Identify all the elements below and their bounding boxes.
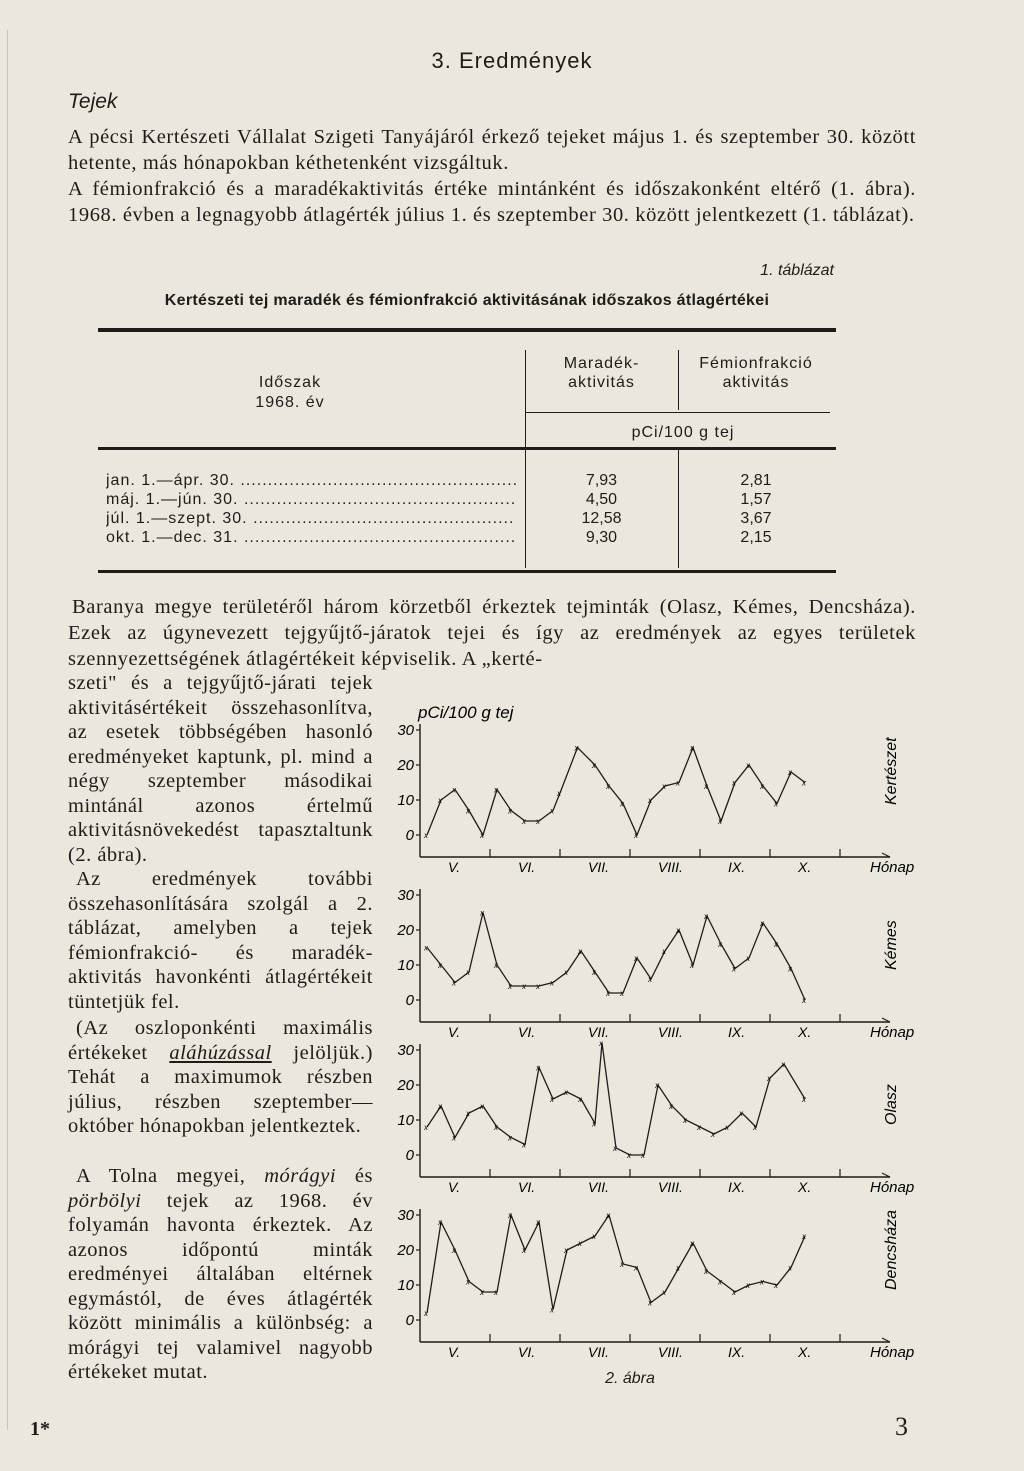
y-tick-label: 0 — [405, 827, 414, 844]
y-tick-label: 30 — [397, 722, 414, 739]
table-row-period: jan. 1.—ápr. 30. ..... — [106, 472, 516, 490]
data-point: x — [802, 1095, 806, 1104]
data-point: x — [508, 1133, 512, 1143]
data-point: x — [564, 1246, 568, 1255]
data-point: x — [704, 782, 708, 791]
data-point: x — [774, 940, 778, 949]
month-label: VI. — [518, 1024, 536, 1040]
data-point: x — [669, 1102, 673, 1111]
panel-2 — [396, 1039, 914, 1196]
x-axis-label: Hónap — [870, 1344, 915, 1361]
month-label: V. — [448, 1344, 461, 1360]
data-point: x — [592, 1232, 596, 1241]
data-point: x — [711, 1130, 715, 1139]
month-label: VIII. — [658, 1024, 683, 1040]
data-point: x — [641, 1151, 645, 1160]
panel-0 — [396, 722, 914, 876]
table-cell-metal: 3,67 — [740, 510, 772, 527]
data-point: x — [536, 982, 540, 991]
data-point: x — [536, 817, 540, 826]
period-year: 1968. év — [255, 394, 325, 411]
period-header: Időszak — [258, 374, 322, 391]
data-point: x — [480, 908, 484, 918]
data-point: x — [452, 978, 456, 988]
table-row-period: okt. 1.—dec. 31. ..... — [106, 529, 516, 547]
data-point: x — [725, 1123, 729, 1132]
month-label: X. — [798, 859, 812, 875]
panel-1 — [396, 887, 914, 1041]
data-point: x — [424, 1123, 428, 1132]
y-tick-label: 0 — [405, 1147, 414, 1164]
y-tick-label: 20 — [397, 922, 414, 939]
data-point: x — [466, 1109, 470, 1118]
figure-caption: 2. ábra — [605, 1370, 655, 1387]
data-point: x — [676, 1263, 680, 1273]
month-label: VII. — [588, 859, 610, 875]
data-point: x — [648, 975, 652, 984]
data-point: x — [508, 982, 512, 991]
table-row-period: júl. 1.—szept. 30. ..... — [106, 510, 516, 528]
data-point: x — [480, 1102, 484, 1111]
month-label: VII. — [588, 1024, 610, 1040]
month-label: VIII. — [658, 1179, 683, 1195]
data-point: x — [466, 968, 470, 977]
page-edge-line — [7, 30, 8, 1430]
data-point: x — [662, 1288, 666, 1297]
panel-3 — [396, 1207, 914, 1361]
y-tick-label: 30 — [397, 1042, 414, 1059]
month-label: V. — [448, 1024, 461, 1040]
data-point: x — [592, 761, 596, 770]
data-point: x — [690, 1239, 694, 1248]
y-tick-label: 20 — [397, 757, 414, 774]
data-point: x — [494, 1288, 498, 1297]
y-tick-label: 0 — [405, 1312, 414, 1329]
data-point: x — [718, 1277, 722, 1287]
data-point: x — [662, 782, 666, 791]
data-point: x — [781, 1060, 785, 1069]
table-row-period: máj. 1.—jún. 30. ..... — [106, 491, 516, 509]
data-point: x — [494, 785, 498, 795]
data-point: x — [438, 1218, 442, 1227]
data-point: x — [627, 1151, 631, 1160]
panel-name: Kertészet — [883, 737, 900, 805]
data-point: x — [508, 806, 512, 816]
data-point: x — [634, 831, 638, 840]
month-label: VIII. — [658, 859, 683, 875]
y-tick-label: 30 — [397, 887, 414, 904]
unit-header: pCi/100 g tej — [631, 424, 735, 441]
data-point: x — [466, 806, 470, 816]
data-point: x — [732, 964, 736, 974]
y-tick-label: 0 — [405, 992, 414, 1009]
data-point: x — [536, 1218, 540, 1227]
intro-paragraph-1: A pécsi Kertészeti Vállalat Szigeti Tanyájáról érkező tejeket május 1. és szeptember 30. között hetente, más hónapokban kéthetenként vizsgáltuk. — [68, 126, 916, 174]
month-label: X. — [798, 1344, 812, 1360]
panel-name: Kémes — [883, 920, 900, 970]
data-point: x — [788, 964, 792, 974]
data-point: x — [578, 1095, 582, 1104]
data-point: x — [550, 1095, 554, 1104]
data-point: x — [522, 982, 526, 991]
data-point: x — [438, 796, 442, 805]
series-line-olasz — [427, 1043, 805, 1155]
table-cell-metal: 2,81 — [740, 472, 772, 489]
month-label: VII. — [588, 1344, 610, 1360]
panel-name: Olasz — [883, 1084, 900, 1125]
y-tick-label: 20 — [397, 1242, 414, 1259]
table-cell-metal: 2,15 — [740, 529, 772, 546]
month-label: VIII. — [658, 1344, 683, 1360]
table-cell-residual: 4,50 — [585, 491, 618, 508]
table-cell-residual: 9,30 — [585, 529, 618, 546]
data-point: x — [683, 1116, 687, 1125]
data-point: x — [655, 1081, 659, 1090]
signature-mark: 1* — [30, 1418, 50, 1440]
data-point: x — [508, 1211, 512, 1220]
paragraph-baranya: Baranya megye területéről három körzetből érkeztek tejminták (Olasz, Kémes, Dencsháza). Ezek az úgynevezett tejgyűjtő-járatok tejei és így az eredmények az egyes területek szennyezettségének átlagértékeit képviselik. A „kerté- — [68, 596, 916, 670]
data-point: x — [760, 919, 764, 928]
y-tick-label: 10 — [397, 792, 414, 809]
data-point: x — [802, 996, 806, 1005]
data-point: x — [648, 1298, 652, 1308]
month-label: VI. — [518, 1179, 536, 1195]
x-axis-label: Hónap — [870, 1024, 915, 1041]
panel-name: Dencsháza — [883, 1209, 900, 1290]
table-cell-residual: 12,58 — [581, 510, 622, 527]
data-point: x — [522, 817, 526, 826]
y-tick-label: 30 — [397, 1207, 414, 1224]
table-divider — [525, 350, 526, 568]
y-tick-label: 10 — [397, 957, 414, 974]
y-tick-label: 10 — [397, 1112, 414, 1129]
data-point: x — [620, 799, 624, 809]
month-label: X. — [798, 1179, 812, 1195]
data-point: x — [613, 1144, 617, 1153]
data-point: x — [767, 1074, 771, 1083]
data-point: x — [550, 1305, 554, 1315]
data-point: x — [452, 1133, 456, 1143]
data-point: x — [697, 1123, 701, 1132]
table-divider — [525, 412, 830, 413]
data-point: x — [648, 796, 652, 805]
data-point: x — [550, 978, 554, 988]
x-axis-label: Hónap — [870, 1179, 915, 1196]
table-cell-residual: 7,93 — [585, 472, 618, 489]
data-point: x — [578, 1239, 582, 1248]
month-label: IX. — [728, 1344, 746, 1360]
data-point: x — [438, 1102, 442, 1111]
data-point: x — [606, 1211, 610, 1220]
data-point: x — [494, 961, 498, 970]
data-point: x — [494, 1123, 498, 1132]
y-tick-label: 10 — [397, 1277, 414, 1294]
subsection-heading: Tejek — [68, 90, 118, 113]
data-point: x — [578, 947, 582, 956]
data-point: x — [606, 989, 610, 998]
x-axis-label: Hónap — [870, 859, 915, 876]
y-axis-label: pCi/100 g tej — [418, 703, 514, 722]
data-point: x — [802, 1232, 806, 1241]
intro-paragraph-2: A fémionfrakció és a maradékaktivitás értéke mintánként és időszakonként eltérő (1. ábra). 1968. évben a legnagyobb átlagérték július 1. és szeptember 30. között jelentkezett (1. táblázat). — [68, 178, 916, 226]
table-number: 1. táblázat — [760, 262, 834, 279]
data-point: x — [574, 743, 579, 753]
table-header-separator — [98, 447, 836, 450]
month-label: VII. — [588, 1179, 610, 1195]
series-line-dencsháza — [427, 1215, 805, 1313]
data-point: x — [704, 1267, 708, 1276]
activity-chart — [380, 690, 920, 1390]
y-tick-label: 20 — [397, 1077, 414, 1094]
table-title: Kertészeti tej maradék és fémionfrakció aktivitásának időszakos átlagértékei — [164, 292, 770, 309]
data-point: x — [620, 989, 624, 998]
data-point: x — [662, 947, 666, 956]
data-point: x — [760, 782, 764, 791]
data-point: x — [564, 1088, 568, 1097]
data-point: x — [732, 1288, 736, 1297]
data-point: x — [788, 1263, 792, 1273]
data-point: x — [774, 799, 778, 809]
data-point: x — [718, 940, 722, 949]
data-point: x — [634, 954, 638, 963]
data-point: x — [802, 778, 806, 788]
data-point: x — [466, 1277, 470, 1287]
data-point: x — [746, 1281, 750, 1290]
data-point: x — [690, 743, 694, 753]
results-table — [98, 328, 836, 573]
data-point: x — [592, 968, 596, 977]
data-point: x — [599, 1039, 603, 1048]
data-point: x — [424, 1309, 428, 1318]
month-label: VI. — [518, 1344, 536, 1360]
data-point: x — [746, 761, 750, 770]
data-point: x — [732, 778, 736, 788]
data-point: x — [438, 961, 442, 970]
data-point: x — [788, 768, 792, 777]
month-label: VI. — [518, 859, 536, 875]
data-point: x — [676, 778, 680, 788]
data-point: x — [760, 1277, 764, 1287]
data-point: x — [424, 943, 428, 953]
data-point: x — [452, 1246, 456, 1255]
data-point: x — [550, 806, 554, 816]
month-label: X. — [798, 1024, 812, 1040]
section-heading: 3. Eredmények — [431, 48, 593, 73]
table-divider — [678, 450, 679, 568]
data-point: x — [522, 1140, 526, 1150]
data-point: x — [634, 1263, 638, 1273]
month-label: IX. — [728, 1024, 746, 1040]
data-point: x — [704, 912, 708, 921]
data-point: x — [480, 1288, 484, 1297]
data-point: x — [718, 817, 722, 826]
data-point: x — [564, 968, 568, 977]
column-paragraph-3: (Az oszloponkénti maximális értékeket aláhúzással jelöljük.) Tehát a maximumok részben július, részben szeptember—október hónapokban jelentkeztek. — [68, 1017, 373, 1137]
column-paragraph-4: A Tolna megyei, mórágyi és pörbölyi tejek az 1968. év folyamán havonta érkeztek. Az azonos időpontú minták eredményei általában eltérnek egymástól, de éves átlagérték között minimális a különbség: a mórágyi tej valamivel nagyobb értékeket mutat. — [68, 1165, 373, 1383]
data-point: x — [739, 1109, 743, 1118]
table-cell-metal: 1,57 — [740, 491, 772, 508]
data-point: x — [452, 785, 456, 795]
metal-header: Fémionfrakció aktivitás — [699, 355, 813, 391]
data-point: x — [522, 1246, 526, 1255]
page-number: 3 — [895, 1412, 908, 1441]
residual-header: Maradék-aktivitás — [563, 355, 640, 391]
data-point: x — [557, 789, 561, 798]
data-point: x — [606, 782, 610, 791]
data-point: x — [424, 831, 428, 840]
month-label: IX. — [728, 859, 746, 875]
data-point: x — [592, 1119, 596, 1129]
column-paragraph-1: szeti" és a tejgyűjtő-járati tejek aktivitásértékeit összehasonlítva, az esetek többségében hasonló eredményeket kaptunk, pl. mind a négy szeptember másodikai mintánál azonos értelmű aktivitásnövekedést tapasztaltunk (2. ábra). — [68, 672, 373, 866]
data-point: x — [620, 1260, 624, 1269]
data-point: x — [480, 831, 484, 840]
month-label: IX. — [728, 1179, 746, 1195]
data-point: x — [676, 926, 680, 935]
data-point: x — [690, 961, 694, 970]
column-paragraph-2: Az eredmények további összehasonlítására szolgál a 2. táblázat, amelyben a tejek fémionfrakció- és maradék-aktivitás havonkénti átlagértékeit tüntetjük fel. — [68, 868, 373, 1013]
month-label: V. — [448, 1179, 461, 1195]
data-point: x — [774, 1281, 778, 1290]
table-divider — [678, 350, 679, 410]
data-point: x — [746, 954, 750, 963]
data-point: x — [753, 1123, 757, 1132]
data-point: x — [536, 1063, 540, 1073]
month-label: V. — [448, 859, 461, 875]
